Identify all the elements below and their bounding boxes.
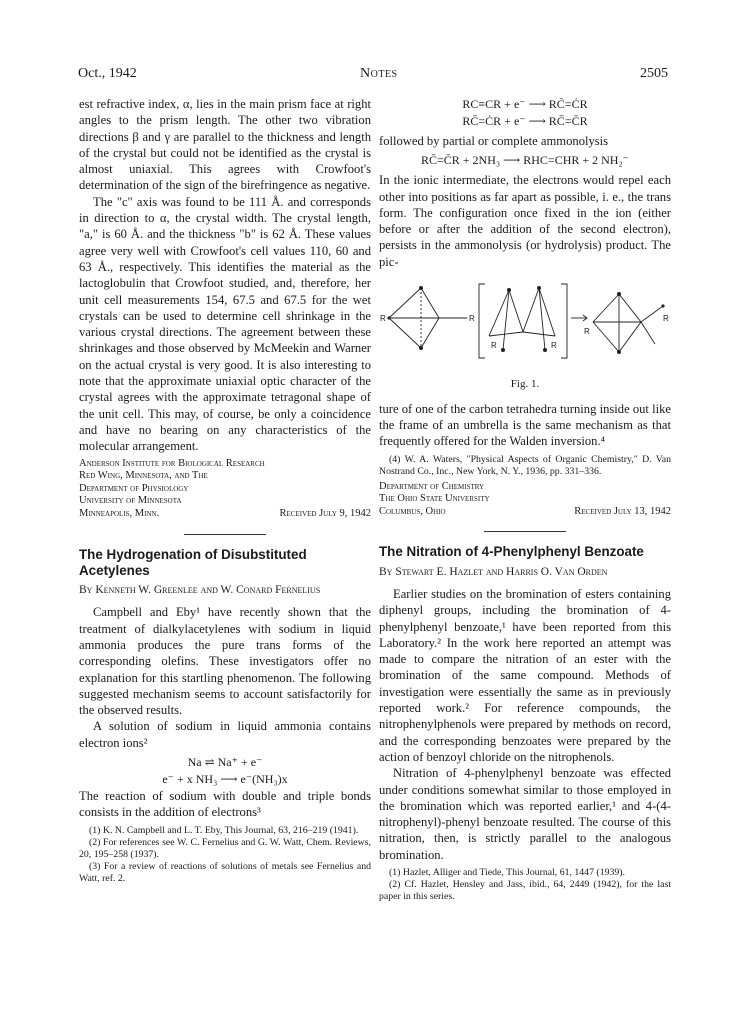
affiliation-line: Red Wing, Minnesota, and The	[79, 470, 208, 482]
right-column	[379, 96, 671, 903]
page-number: 2505	[640, 66, 668, 81]
left-column	[79, 96, 371, 885]
paragraph: Campbell and Eby¹ have recently shown that the treatment of dialkylacetylenes with sodium in liquid ammonia produces the pure trans forms of the corresponding olefins. These investigators offer no explanation for this startling phenomenon. The following suggested mechanism seems to account satisfactorily for the observed results.	[79, 605, 371, 718]
byline: By Stewart E. Hazlet and Harris O. Van Orden	[379, 565, 608, 578]
affiliation	[79, 458, 371, 521]
footnote: (2) For references see W. C. Fernelius and G. W. Watt, Chem. Reviews, 20, 195–258 (1937).	[79, 836, 371, 860]
figure-label: R	[469, 314, 475, 324]
figure-label: R	[491, 341, 497, 351]
paragraph: A solution of sodium in liquid ammonia contains electron ions²	[79, 719, 371, 750]
equation: e⁻ + x NH₃ ⟶ e⁻(NH₃)x	[162, 772, 288, 787]
footnote: (1) K. N. Campbell and L. T. Eby, This Journal, 63, 216–219 (1941).	[89, 824, 359, 836]
footnotes	[379, 867, 671, 903]
affiliation-line: Columbus, Ohio	[379, 505, 446, 517]
equation: RC≡CR + e⁻ ⟶ RC̄=ĊR	[462, 97, 588, 111]
footnote: (2) Cf. Hazlet, Hensley and Jass, ibid., 64, 2449 (1942), for the last paper in this series.	[379, 878, 671, 902]
equation: RC̄=ĊR + e⁻ ⟶ RC̄=C̄R	[462, 114, 588, 128]
running-section: Notes	[360, 66, 398, 81]
byline: By Kenneth W. Greenlee and W. Conard Fernelius	[79, 584, 321, 597]
equation: Na ⇌ Na⁺ + e⁻	[187, 755, 263, 770]
equation: RC̄=C̄R + 2NH₃ ⟶ RHC=CHR + 2 NH₂⁻	[420, 153, 629, 168]
footnote: (1) Hazlet, Alliger and Tiede, This Journal, 61, 1447 (1939).	[389, 866, 626, 878]
footnote: (3) For a review of reactions of solutions of metals see Fernelius and Watt, ref. 2.	[79, 860, 371, 884]
paragraph: Nitration of 4-phenylphenyl benzoate was effected under conditions somewhat similar to those employed in the bromination which was reported earlier,¹ and 4-(4-nitrophenyl)-phenyl benzoate resulted. The course of this nitration, then, is strictly parallel to the analogous bromination.	[379, 766, 671, 862]
divider	[184, 534, 266, 535]
affiliation-line: The Ohio State University	[379, 493, 490, 505]
affiliation-line: Anderson Institute for Biological Research	[79, 457, 265, 469]
affiliation-line: University of Minnesota	[79, 495, 182, 507]
running-date: Oct., 1942	[78, 66, 137, 81]
received-date: Received July 13, 1942	[574, 505, 671, 517]
footnotes	[79, 825, 371, 885]
affiliation	[379, 481, 671, 519]
article-title: The Nitration of 4-Phenylphenyl Benzoate	[379, 544, 644, 560]
footnotes	[379, 454, 671, 478]
paragraph: In the ionic intermediate, the electrons would repel each other into positions as far apart as possible, i. e., the trans form. The configuration once fixed in the ion (either before or after the addition of the second electron), persists in the ammonolysis (or hydrolysis) product. The pic-	[379, 173, 671, 269]
figure-label: R	[663, 314, 669, 324]
figure-label: R	[584, 327, 590, 337]
paragraph: Earlier studies on the bromination of esters containing diphenyl groups, including the bromination of 4-phenylphenyl benzoate,¹ have been reported from this Laboratory.² In the work here reported an attempt was made to compare the nitration of an ester with the bromination of the same compound. Methods of investigation were essentially the same as in previously reported work.² For reference compounds, the nitrophenylphenols were prepared by methods on record, and the corresponding benzoates were prepared by the action of benzoyl chloride on the nitrophenols.	[379, 586, 671, 764]
paragraph: followed by partial or complete ammonolysis	[379, 134, 609, 148]
divider	[484, 531, 566, 532]
article-title: The Hydrogenation of Disubstituted Acetylenes	[79, 546, 307, 578]
figure-label: R	[380, 314, 386, 324]
received-date: Received July 9, 1942	[279, 507, 371, 519]
paragraph: The reaction of sodium with double and triple bonds consists in the addition of electrons³	[79, 789, 371, 820]
affiliation-line: Department of Physiology	[79, 482, 189, 494]
figure-caption: Fig. 1.	[510, 378, 540, 391]
affiliation-line: Minneapolis, Minn.	[79, 507, 160, 519]
figure-1	[379, 276, 671, 372]
paragraph: est refractive index, α, lies in the main prism face at right angles to the prism length. The other two vibration directions β and γ are parallel to the thickness and length of the crystal but could not be identified as the crystal is almost uniaxial. This agrees with Crowfoot's determination of the sign of the birefringence as negative.	[79, 97, 371, 193]
affiliation-line: Department of Chemistry	[379, 480, 485, 492]
tetrahedra-figure	[379, 276, 671, 368]
figure-label: R	[551, 341, 557, 351]
paragraph: ture of one of the carbon tetrahedra turning inside out like the frame of an umbrella is the same mechanism as that frequently offered for the Walden inversion.⁴	[379, 401, 671, 449]
paragraph: The "c" axis was found to be 111 Å. and corresponds in direction to α, the crystal width. The crystal length, "a," is 60 Å. and the thickness "b" is 62 Å. These values agree very well with Crowfoot's cell values 110, 60 and 63 Å., respectively. This identifies the material as the lactoglobulin that Crowfoot studied, and, therefore, her unit cell measurements 154, 67.5 and 67.5 for the wet crystals can be used to determine cell shrinkage in the various crystal directions. The agreement between these shrinkages and those observed by McMeekin and Warner on the actual crystal is very good. It is also interesting to note that the approximate uniaxial optic character of the crystal agrees with the approximate tetragonal shape of the unit cell. This may, of course, be only a coincidence and have no bearing on any characteristics of the molecular arrangement.	[79, 194, 371, 454]
footnote: (4) W. A. Waters, "Physical Aspects of Organic Chemistry," D. Van Nostrand Co., Inc., New York, N. Y., 1936, pp. 331–336.	[379, 453, 671, 477]
